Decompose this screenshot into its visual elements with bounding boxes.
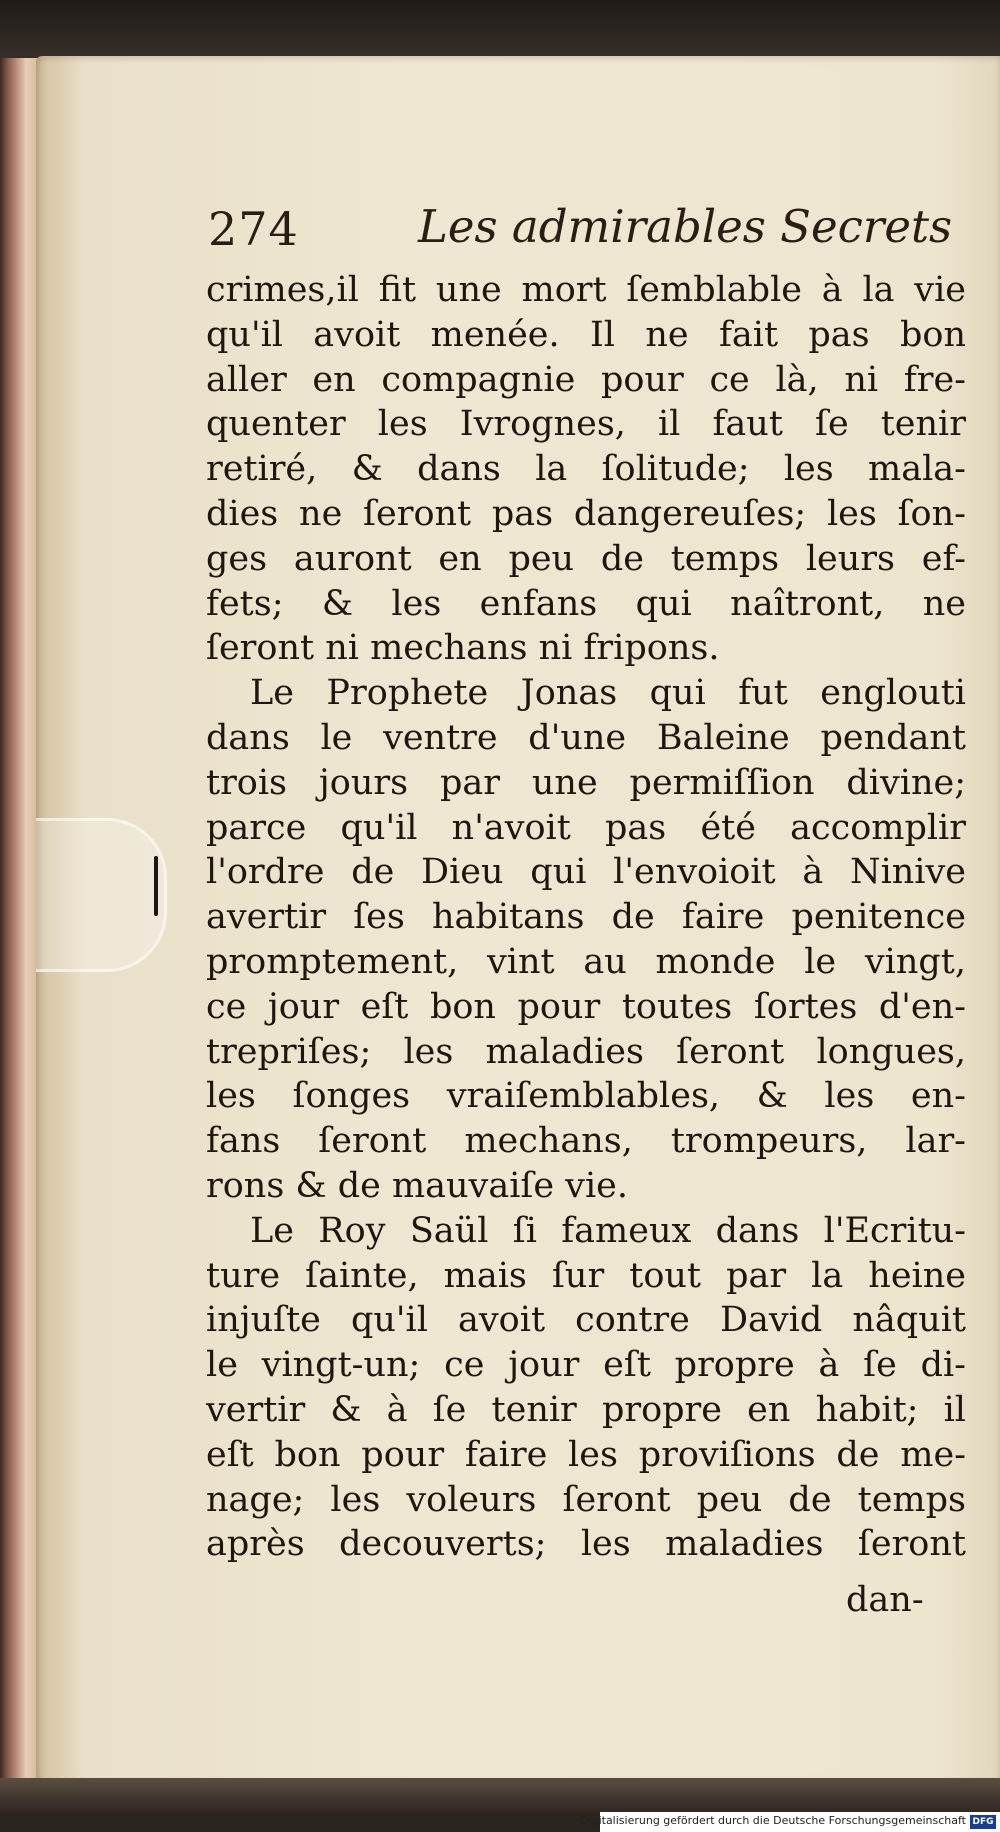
text-line: Le Prophete Jonas qui fut englouti — [250, 673, 966, 714]
text-line: l'ordre de Dieu qui l'envoioit à Ninive — [206, 852, 966, 893]
text-line: fans ſeront mechans, trompeurs, lar- — [206, 1121, 966, 1162]
text-line: nage; les voleurs ſeront peu de temps — [206, 1479, 966, 1520]
text-line: ture ſainte, mais ſur tout par la heine — [206, 1255, 966, 1296]
text-line: trepriſes; les maladies ſeront longues, — [206, 1031, 966, 1072]
running-title: Les admirables Secrets — [418, 200, 953, 253]
text-line: le vingt-un; ce jour eſt propre à ſe di- — [206, 1345, 966, 1386]
scan-background-top — [0, 0, 1000, 62]
page-number: 274 — [208, 202, 299, 256]
page-clip — [36, 818, 167, 972]
body-text — [206, 268, 966, 1567]
text-line: qu'il avoit menée. Il ne fait pas bon — [206, 314, 966, 355]
text-line: avertir ſes habitans de faire penitence — [206, 897, 966, 938]
text-line: trois jours par une permiſſion divine; — [206, 762, 966, 803]
dfg-logo-icon[interactable]: DFG — [970, 1815, 996, 1829]
text-line: quenter les Ivrognes, il faut ſe tenir — [206, 404, 966, 445]
page-header — [208, 200, 953, 262]
text-line: rons & de mauvaiſe vie. — [206, 1165, 628, 1206]
text-line: eſt bon pour faire les proviſions de me- — [206, 1434, 966, 1475]
text-line: Le Roy Saül ſi fameux dans l'Ecritu- — [250, 1210, 966, 1251]
text-line: dans le ventre d'une Baleine pendant — [206, 717, 966, 758]
text-line: après decouverts; les maladies ſeront — [206, 1524, 966, 1565]
text-line: promptement, vint au monde le vingt, — [206, 941, 966, 982]
text-line: injuſte qu'il avoit contre David nâquit — [206, 1300, 966, 1341]
text-line: ges auront en peu de temps leurs ef- — [206, 538, 966, 579]
book-page — [36, 56, 1000, 1784]
text-line: fets; & les enfans qui naîtront, ne — [206, 583, 966, 624]
scan-background-bottom — [0, 1778, 1000, 1816]
text-line: dies ne ſeront pas dangereuſes; les ſon- — [206, 493, 966, 534]
text-line: ce jour eſt bon pour toutes ſortes d'en- — [206, 986, 966, 1027]
text-line: les ſonges vraiſemblables, & les en- — [206, 1076, 966, 1117]
catchword: dan- — [846, 1580, 924, 1620]
clip-notch — [154, 856, 158, 916]
funding-credit: Digitalisierung gefördert durch die Deutsche Forschungsgemeinschaft — [580, 1814, 966, 1827]
text-line: crimes,il fit une mort ſemblable à la vie — [206, 270, 966, 310]
text-line: parce qu'il n'avoit pas été accomplir — [206, 807, 966, 848]
text-line: ſeront ni mechans ni fripons. — [206, 628, 720, 669]
text-line: retiré, & dans la ſolitude; les mala- — [206, 449, 966, 490]
text-line: vertir & à ſe tenir propre en habit; il — [206, 1389, 966, 1430]
book-spine — [0, 58, 40, 1786]
digitization-footer — [580, 1812, 1000, 1832]
text-line: aller en compagnie pour ce là, ni fre- — [206, 359, 966, 400]
